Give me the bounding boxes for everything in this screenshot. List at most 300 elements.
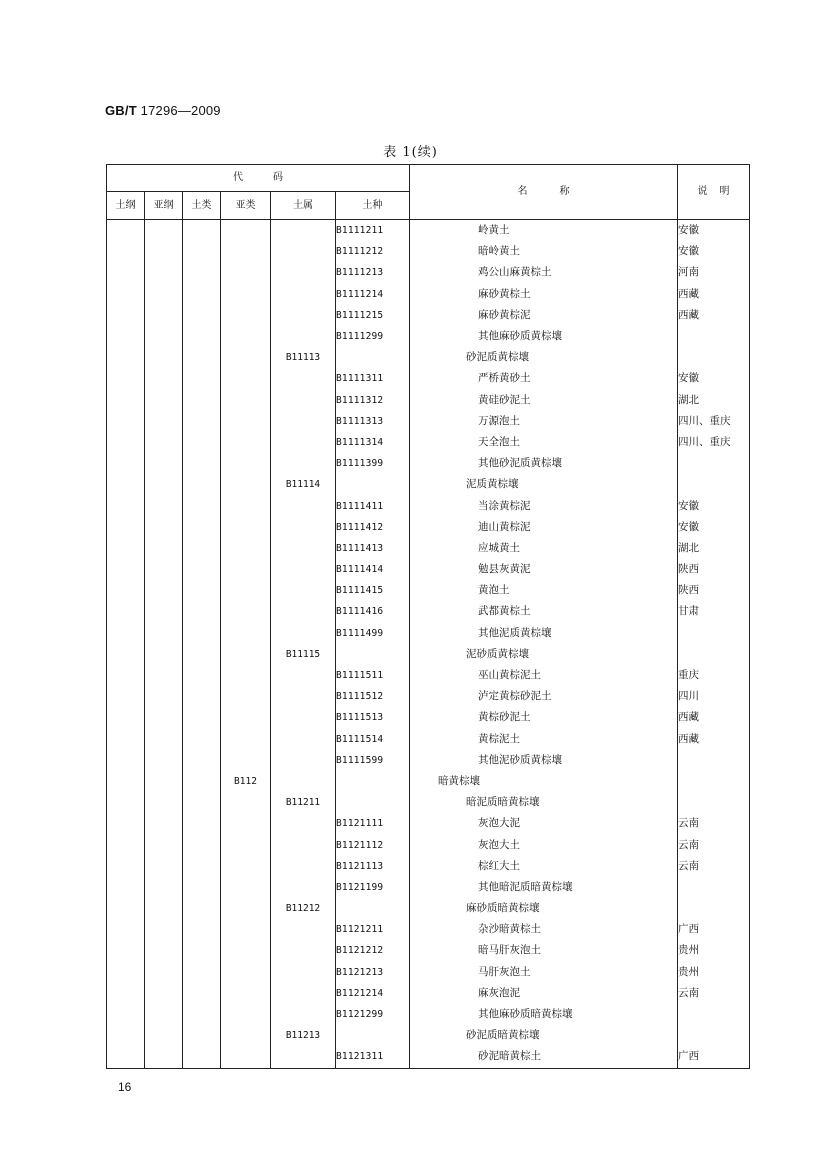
- species-cell: B1111499: [336, 623, 410, 644]
- table-row: [107, 792, 750, 813]
- note-cell: 湖北: [678, 390, 750, 411]
- soil-classification-table: [106, 164, 750, 1069]
- suborder-cell: [145, 983, 183, 1004]
- note-cell: 河南: [678, 262, 750, 283]
- order-cell: [107, 983, 145, 1004]
- note-cell: 重庆: [678, 665, 750, 686]
- subgroup-cell: [221, 326, 271, 347]
- species-cell: B1111314: [336, 432, 410, 453]
- genus-cell: [271, 390, 336, 411]
- species-cell: B1111513: [336, 707, 410, 728]
- name-cell: 麻砂质暗黄棕壤: [410, 898, 678, 919]
- table-row: [107, 898, 750, 919]
- species-cell: [336, 644, 410, 665]
- group-cell: [183, 856, 221, 877]
- suborder-header: 亚纲: [145, 192, 183, 220]
- order-cell: [107, 368, 145, 389]
- subgroup-cell: [221, 983, 271, 1004]
- order-cell: [107, 771, 145, 792]
- group-cell: [183, 538, 221, 559]
- order-cell: [107, 517, 145, 538]
- group-cell: [183, 601, 221, 622]
- code-group-header: 代码: [107, 165, 410, 192]
- group-cell: [183, 474, 221, 495]
- genus-cell: [271, 284, 336, 305]
- name-cell: 武都黄棕土: [410, 601, 678, 622]
- suborder-cell: [145, 347, 183, 368]
- table-row: [107, 1046, 750, 1068]
- group-cell: [183, 580, 221, 601]
- suborder-cell: [145, 686, 183, 707]
- name-cell: 天全泡土: [410, 432, 678, 453]
- genus-cell: [271, 262, 336, 283]
- order-cell: [107, 241, 145, 262]
- suborder-cell: [145, 813, 183, 834]
- note-header: 说明: [678, 165, 750, 220]
- species-cell: B1111212: [336, 241, 410, 262]
- species-cell: B1111412: [336, 517, 410, 538]
- name-cell: 暗泥质暗黄棕壤: [410, 792, 678, 813]
- table-row: [107, 834, 750, 855]
- species-cell: B1111313: [336, 411, 410, 432]
- note-cell: [678, 1004, 750, 1025]
- group-cell: [183, 644, 221, 665]
- suborder-cell: [145, 771, 183, 792]
- suborder-cell: [145, 940, 183, 961]
- species-cell: B1111214: [336, 284, 410, 305]
- species-cell: [336, 1025, 410, 1046]
- group-cell: [183, 368, 221, 389]
- suborder-cell: [145, 474, 183, 495]
- group-cell: [183, 792, 221, 813]
- table-row: [107, 432, 750, 453]
- order-cell: [107, 919, 145, 940]
- note-cell: 西藏: [678, 284, 750, 305]
- name-cell: 杂沙暗黄棕土: [410, 919, 678, 940]
- suborder-cell: [145, 644, 183, 665]
- group-cell: [183, 877, 221, 898]
- suborder-cell: [145, 517, 183, 538]
- genus-cell: [271, 326, 336, 347]
- suborder-cell: [145, 432, 183, 453]
- table-title: 表 1(续): [383, 145, 438, 160]
- order-cell: [107, 750, 145, 771]
- note-cell: 安徽: [678, 368, 750, 389]
- table-row: [107, 877, 750, 898]
- note-cell: 云南: [678, 834, 750, 855]
- table-row: [107, 707, 750, 728]
- group-cell: [183, 495, 221, 516]
- subgroup-cell: [221, 1046, 271, 1068]
- note-cell: 西藏: [678, 305, 750, 326]
- table-row: [107, 347, 750, 368]
- table-row: [107, 623, 750, 644]
- table-row: [107, 517, 750, 538]
- group-cell: [183, 750, 221, 771]
- table-row: [107, 284, 750, 305]
- genus-cell: [271, 517, 336, 538]
- name-cell: 马肝灰泡土: [410, 962, 678, 983]
- group-cell: [183, 432, 221, 453]
- suborder-cell: [145, 390, 183, 411]
- species-cell: B1111512: [336, 686, 410, 707]
- group-cell: [183, 559, 221, 580]
- group-cell: [183, 326, 221, 347]
- name-cell: 其他砂泥质黄棕壤: [410, 453, 678, 474]
- order-cell: [107, 432, 145, 453]
- note-cell: 四川、重庆: [678, 411, 750, 432]
- name-cell: 灰泡大土: [410, 834, 678, 855]
- note-cell: 西藏: [678, 707, 750, 728]
- name-cell: 砂泥暗黄棕土: [410, 1046, 678, 1068]
- note-cell: 云南: [678, 983, 750, 1004]
- name-cell: 泥质黄棕壤: [410, 474, 678, 495]
- suborder-cell: [145, 305, 183, 326]
- group-cell: [183, 898, 221, 919]
- table-row: [107, 919, 750, 940]
- genus-cell: B11212: [271, 898, 336, 919]
- genus-cell: B11115: [271, 644, 336, 665]
- suborder-cell: [145, 792, 183, 813]
- note-cell: 四川: [678, 686, 750, 707]
- order-cell: [107, 962, 145, 983]
- subgroup-cell: [221, 623, 271, 644]
- species-cell: B1121113: [336, 856, 410, 877]
- subgroup-cell: [221, 940, 271, 961]
- note-cell: [678, 898, 750, 919]
- note-cell: 四川、重庆: [678, 432, 750, 453]
- species-cell: B1111213: [336, 262, 410, 283]
- subgroup-cell: [221, 517, 271, 538]
- table-row: [107, 962, 750, 983]
- group-cell: [183, 262, 221, 283]
- suborder-cell: [145, 834, 183, 855]
- species-cell: B1121311: [336, 1046, 410, 1068]
- group-cell: [183, 390, 221, 411]
- genus-header: 土属: [271, 192, 336, 220]
- suborder-cell: [145, 220, 183, 242]
- table-row: [107, 983, 750, 1004]
- note-cell: [678, 771, 750, 792]
- genus-cell: [271, 813, 336, 834]
- order-header: 土纲: [107, 192, 145, 220]
- suborder-cell: [145, 1046, 183, 1068]
- note-cell: 安徽: [678, 517, 750, 538]
- genus-cell: [271, 580, 336, 601]
- group-cell: [183, 962, 221, 983]
- species-cell: [336, 898, 410, 919]
- note-cell: 广西: [678, 919, 750, 940]
- group-cell: [183, 919, 221, 940]
- group-cell: [183, 453, 221, 474]
- order-cell: [107, 644, 145, 665]
- genus-cell: [271, 983, 336, 1004]
- genus-cell: [271, 241, 336, 262]
- genus-cell: [271, 305, 336, 326]
- table-row: [107, 220, 750, 242]
- subgroup-cell: [221, 856, 271, 877]
- order-cell: [107, 792, 145, 813]
- group-cell: [183, 411, 221, 432]
- header-row-1: [107, 165, 750, 192]
- subgroup-cell: [221, 262, 271, 283]
- species-cell: B1111599: [336, 750, 410, 771]
- name-cell: 黄棕砂泥土: [410, 707, 678, 728]
- order-cell: [107, 559, 145, 580]
- table-row: [107, 305, 750, 326]
- note-cell: 甘肃: [678, 601, 750, 622]
- subgroup-cell: [221, 834, 271, 855]
- genus-cell: [271, 220, 336, 242]
- suborder-cell: [145, 1004, 183, 1025]
- genus-cell: B11113: [271, 347, 336, 368]
- order-cell: [107, 877, 145, 898]
- table-row: [107, 601, 750, 622]
- table-row: [107, 644, 750, 665]
- subgroup-cell: [221, 792, 271, 813]
- order-cell: [107, 262, 145, 283]
- genus-cell: [271, 368, 336, 389]
- subgroup-cell: [221, 368, 271, 389]
- table-row: [107, 580, 750, 601]
- order-cell: [107, 729, 145, 750]
- species-cell: B1111514: [336, 729, 410, 750]
- table-row: [107, 390, 750, 411]
- genus-cell: [271, 1046, 336, 1068]
- species-header: 土种: [336, 192, 410, 220]
- table-row: [107, 368, 750, 389]
- name-cell: 当涂黄棕泥: [410, 495, 678, 516]
- group-cell: [183, 940, 221, 961]
- species-cell: [336, 771, 410, 792]
- subgroup-cell: [221, 898, 271, 919]
- species-cell: B1121213: [336, 962, 410, 983]
- species-cell: B1121212: [336, 940, 410, 961]
- species-cell: B1111311: [336, 368, 410, 389]
- table-row: [107, 771, 750, 792]
- table-row: [107, 495, 750, 516]
- name-cell: 黄棕泥土: [410, 729, 678, 750]
- suborder-cell: [145, 559, 183, 580]
- standard-number: 17296—2009: [140, 103, 221, 118]
- genus-cell: [271, 940, 336, 961]
- species-cell: B1111312: [336, 390, 410, 411]
- suborder-cell: [145, 601, 183, 622]
- note-cell: [678, 347, 750, 368]
- species-cell: [336, 474, 410, 495]
- table-row: [107, 1004, 750, 1025]
- suborder-cell: [145, 877, 183, 898]
- name-cell: 严桥黄砂土: [410, 368, 678, 389]
- table-row: [107, 559, 750, 580]
- group-cell: [183, 983, 221, 1004]
- name-cell: 麻砂黄棕泥: [410, 305, 678, 326]
- name-cell: 其他泥质黄棕壤: [410, 623, 678, 644]
- subgroup-cell: [221, 559, 271, 580]
- order-cell: [107, 284, 145, 305]
- genus-cell: [271, 856, 336, 877]
- standard-header: [105, 103, 221, 118]
- name-cell: 暗岭黄土: [410, 241, 678, 262]
- genus-cell: [271, 1004, 336, 1025]
- name-cell: 黄硅砂泥土: [410, 390, 678, 411]
- subgroup-cell: [221, 707, 271, 728]
- suborder-cell: [145, 1025, 183, 1046]
- suborder-cell: [145, 729, 183, 750]
- genus-cell: B11211: [271, 792, 336, 813]
- species-cell: B1111399: [336, 453, 410, 474]
- note-cell: 贵州: [678, 940, 750, 961]
- table-row: [107, 665, 750, 686]
- suborder-cell: [145, 538, 183, 559]
- suborder-cell: [145, 623, 183, 644]
- genus-cell: [271, 538, 336, 559]
- genus-cell: [271, 453, 336, 474]
- name-cell: 其他暗泥质暗黄棕壤: [410, 877, 678, 898]
- subgroup-cell: [221, 580, 271, 601]
- suborder-cell: [145, 962, 183, 983]
- name-cell: 巫山黄棕泥土: [410, 665, 678, 686]
- note-cell: 安徽: [678, 495, 750, 516]
- species-cell: B1111411: [336, 495, 410, 516]
- subgroup-cell: [221, 495, 271, 516]
- subgroup-cell: [221, 962, 271, 983]
- order-cell: [107, 898, 145, 919]
- order-cell: [107, 580, 145, 601]
- note-cell: 云南: [678, 813, 750, 834]
- group-cell: [183, 1046, 221, 1068]
- genus-cell: [271, 432, 336, 453]
- group-cell: [183, 517, 221, 538]
- name-header: 名称: [410, 165, 678, 220]
- group-cell: [183, 771, 221, 792]
- table-row: [107, 1025, 750, 1046]
- subgroup-cell: [221, 1025, 271, 1046]
- table-row: [107, 729, 750, 750]
- table-row: [107, 262, 750, 283]
- table-body: [107, 220, 750, 1069]
- note-cell: 陕西: [678, 580, 750, 601]
- suborder-cell: [145, 898, 183, 919]
- name-cell: 麻灰泡泥: [410, 983, 678, 1004]
- note-cell: [678, 792, 750, 813]
- genus-cell: B11114: [271, 474, 336, 495]
- subgroup-cell: [221, 347, 271, 368]
- name-cell: 砂泥质黄棕壤: [410, 347, 678, 368]
- name-cell: 泸定黄棕砂泥土: [410, 686, 678, 707]
- name-cell: 岭黄土: [410, 220, 678, 242]
- suborder-cell: [145, 665, 183, 686]
- table-row: [107, 940, 750, 961]
- table-row: [107, 411, 750, 432]
- name-cell: 砂泥质暗黄棕壤: [410, 1025, 678, 1046]
- name-cell: 其他泥砂质黄棕壤: [410, 750, 678, 771]
- species-cell: B1111416: [336, 601, 410, 622]
- subgroup-cell: [221, 750, 271, 771]
- species-cell: B1111215: [336, 305, 410, 326]
- genus-cell: [271, 559, 336, 580]
- order-cell: [107, 453, 145, 474]
- group-cell: [183, 1004, 221, 1025]
- subgroup-cell: [221, 686, 271, 707]
- name-cell: 其他麻砂质黄棕壤: [410, 326, 678, 347]
- genus-cell: [271, 834, 336, 855]
- order-cell: [107, 411, 145, 432]
- name-cell: 暗黄棕壤: [410, 771, 678, 792]
- genus-cell: [271, 601, 336, 622]
- note-cell: [678, 474, 750, 495]
- species-cell: B1111413: [336, 538, 410, 559]
- order-cell: [107, 665, 145, 686]
- species-cell: B1121211: [336, 919, 410, 940]
- subgroup-cell: [221, 474, 271, 495]
- suborder-cell: [145, 368, 183, 389]
- order-cell: [107, 347, 145, 368]
- name-cell: 棕红大土: [410, 856, 678, 877]
- genus-cell: [271, 411, 336, 432]
- species-cell: [336, 792, 410, 813]
- species-cell: B1111415: [336, 580, 410, 601]
- suborder-cell: [145, 326, 183, 347]
- genus-cell: [271, 495, 336, 516]
- order-cell: [107, 940, 145, 961]
- order-cell: [107, 390, 145, 411]
- group-cell: [183, 284, 221, 305]
- genus-cell: [271, 750, 336, 771]
- subgroup-cell: [221, 241, 271, 262]
- genus-cell: [271, 665, 336, 686]
- subgroup-cell: [221, 390, 271, 411]
- order-cell: [107, 474, 145, 495]
- note-cell: 广西: [678, 1046, 750, 1068]
- subgroup-cell: [221, 665, 271, 686]
- order-cell: [107, 686, 145, 707]
- suborder-cell: [145, 453, 183, 474]
- table-row: [107, 686, 750, 707]
- order-cell: [107, 707, 145, 728]
- suborder-cell: [145, 284, 183, 305]
- name-cell: 黄泡土: [410, 580, 678, 601]
- genus-cell: [271, 877, 336, 898]
- subgroup-cell: [221, 305, 271, 326]
- species-cell: B1121111: [336, 813, 410, 834]
- suborder-cell: [145, 580, 183, 601]
- subgroup-header: 亚类: [221, 192, 271, 220]
- subgroup-cell: [221, 1004, 271, 1025]
- name-cell: 其他麻砂质暗黄棕壤: [410, 1004, 678, 1025]
- genus-cell: [271, 623, 336, 644]
- name-cell: 万源泡土: [410, 411, 678, 432]
- group-cell: [183, 707, 221, 728]
- note-cell: [678, 326, 750, 347]
- note-cell: [678, 453, 750, 474]
- suborder-cell: [145, 707, 183, 728]
- table-row: [107, 474, 750, 495]
- page-number: 16: [118, 1080, 132, 1094]
- order-cell: [107, 1004, 145, 1025]
- order-cell: [107, 813, 145, 834]
- order-cell: [107, 326, 145, 347]
- order-cell: [107, 538, 145, 559]
- species-cell: B1111211: [336, 220, 410, 242]
- group-cell: [183, 305, 221, 326]
- name-cell: 应城黄土: [410, 538, 678, 559]
- name-cell: 迪山黄棕泥: [410, 517, 678, 538]
- order-cell: [107, 601, 145, 622]
- group-cell: [183, 834, 221, 855]
- name-cell: 鸡公山麻黄棕土: [410, 262, 678, 283]
- order-cell: [107, 495, 145, 516]
